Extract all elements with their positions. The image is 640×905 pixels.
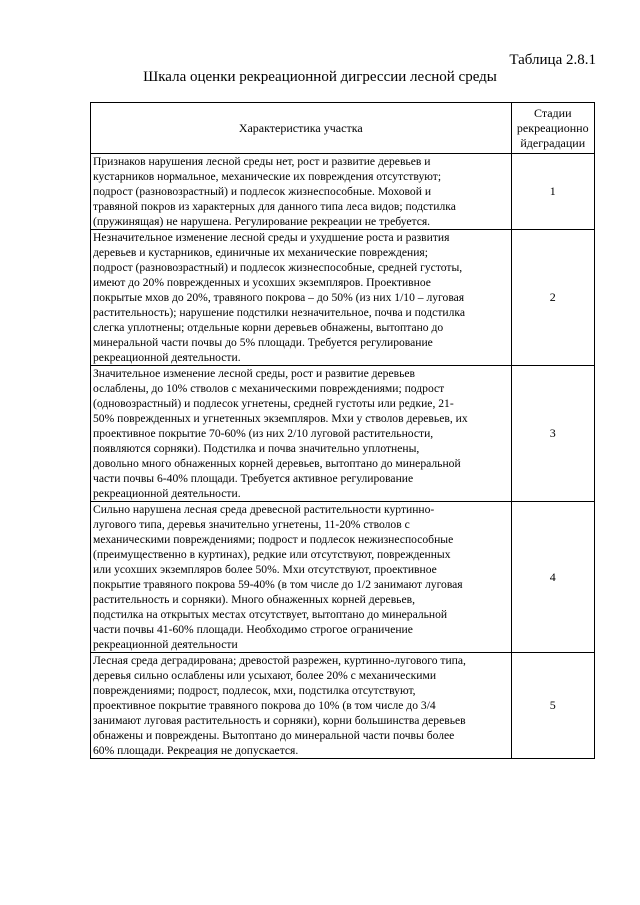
description-line: Лесная среда деградирована; древостой разрежен, куртинно-лугового типа, [93,654,466,667]
description-line: (преимущественно в куртинах), редкие или отсутствуют, поврежденных [93,548,451,561]
description-line: покрытые мхов до 20%, травяного покрова – до 50% (из них 1/10 – луговая [93,291,465,304]
table-number: Таблица 2.8.1 [509,52,596,68]
description-line: Признаков нарушения лесной среды нет, рост и развитие деревьев и [93,155,431,168]
table-title: Шкала оценки рекреационной дигрессии лесной среды [143,69,497,85]
header-stage [511,103,595,154]
description-line: довольно много обнаженных корней деревьев, вытоптано до минеральной [93,457,461,470]
row-description [91,502,512,653]
description-line: части почвы 6-40% площади. Требуется активное регулирование [93,472,414,485]
digression-scale-table [90,102,595,759]
description-line: кустарников нормальное, механические их повреждения отсутствуют; [93,170,442,183]
description-line: (пружинящая) не нарушена. Регулирование рекреации не требуется. [93,215,431,228]
header-stage-line: Стадии [533,105,572,120]
row-stage: 1 [511,154,595,230]
description-line: покрытие травяного покрова 59-40% (в том числе до 1/2 занимают луговая [93,578,463,591]
description-line: подрост (разновозрастный) и подлесок жизнеспособные. Моховой и [93,185,432,198]
row-stage: 3 [511,366,595,502]
description-line: или усохших экземпляров более 50%. Мхи отсутствуют, проективное [93,563,437,576]
description-line: имеют до 20% поврежденных и усохших экземпляров. Проективное [93,276,431,289]
description-line: проективное покрытие травяного покрова до 10% (в том числе до 3/4 [93,699,436,712]
header-stage-line: йдеградации [520,135,586,150]
description-line: слегка уплотнены; отдельные корни деревьев обнажены, вытоптано до [93,321,444,334]
description-line: проективное покрытие 70-60% (из них 2/10 луговой растительности, [93,427,434,440]
table-row [91,366,595,502]
table-row [91,653,595,759]
description-line: рекреационной деятельности. [93,487,241,500]
description-line: минеральной части почвы до 5% площади. Требуется регулирование [93,336,433,349]
description-line: рекреационной деятельности. [93,351,241,364]
description-line: ослаблены, до 10% стволов с механическими повреждениями; подрост [93,382,445,395]
description-line: обнажены и повреждены. Вытоптано до минеральной части почвы более [93,729,455,742]
table-row [91,502,595,653]
description-line: рекреационной деятельности [93,638,238,651]
description-line: 50% поврежденных и угнетенных экземпляров. Мхи у стволов деревьев, их [93,412,468,425]
description-line: деревьев и кустарников, единичные их механические повреждения; [93,246,428,259]
description-line: лугового типа, деревья значительно угнетены, 11-20% стволов с [93,518,410,531]
table-header-row [91,103,595,154]
description-line: механическими повреждениями; подрост и подлесок нежизнеспособные [93,533,454,546]
description-line: появляются сорняки). Подстилка и почва значительно уплотнены, [93,442,420,455]
description-line: Значительное изменение лесной среды, рост и развитие деревьев [93,367,415,380]
description-line: Сильно нарушена лесная среда древесной растительности куртинно- [93,503,435,516]
description-line: подрост (разновозрастный) и подлесок жизнеспособные, средней густоты, [93,261,463,274]
row-stage: 5 [511,653,595,759]
row-description [91,653,512,759]
description-line: Незначительное изменение лесной среды и ухудшение роста и развития [93,231,450,244]
description-line: (одновозрастный) и подлесок угнетены, средней густоты или редкие, 21- [93,397,454,410]
description-line: части почвы 41-60% площади. Необходимо строгое ограничение [93,623,413,636]
row-description [91,366,512,502]
description-line: занимают луговая растительность и сорняки), корни большинства деревьев [93,714,466,727]
description-line: деревья сильно ослаблены или усыхают, более 20% с механическими [93,669,437,682]
row-description [91,230,512,366]
description-line: повреждениями; подрост, подлесок, мхи, подстилка отсутствуют, [93,684,416,697]
description-line: травяной покров из характерных для данного типа леса видов; подстилка [93,200,456,213]
description-line: подстилка на открытых местах отсутствует, вытоптано до минеральной [93,608,448,621]
description-line: растительность и сорняки). Много обнаженных корней деревьев, [93,593,415,606]
header-stage-line: рекреационно [516,120,589,135]
row-description [91,154,512,230]
row-stage: 2 [511,230,595,366]
row-stage: 4 [511,502,595,653]
description-line: 60% площади. Рекреация не допускается. [93,744,299,757]
description-line: растительность); нарушение подстилки незначительное, почва и подстилка [93,306,465,319]
table-row [91,154,595,230]
table-row [91,230,595,366]
header-characteristic: Характеристика участка [91,103,512,154]
